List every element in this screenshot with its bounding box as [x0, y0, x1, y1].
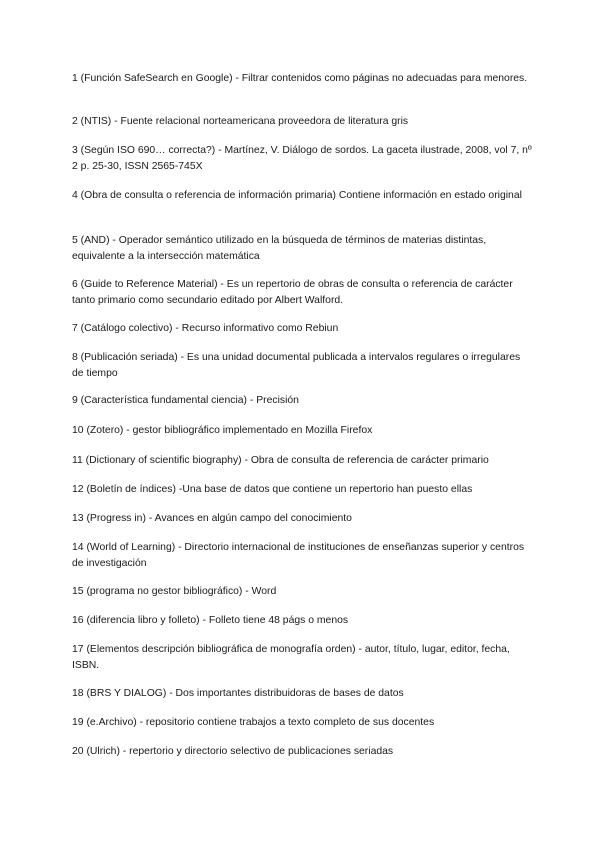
list-item: 13 (Progress in) - Avances en algún campo del conocimiento [72, 513, 352, 524]
list-item: 2 (NTIS) - Fuente relacional norteamericana proveedora de literatura gris [72, 116, 409, 127]
list-item: 10 (Zotero) - gestor bibliográfico implementado en Mozilla Firefox [72, 425, 373, 436]
list-item: 14 (World of Learning) - Directorio internacional de instituciones de enseñanzas superior y centros de investigación [72, 542, 525, 569]
list-item: 17 (Elementos descripción bibliográfica de monografía orden) - autor, título, lugar, editor, fecha, ISBN. [72, 644, 510, 671]
list-item: 11 (Dictionary of scientific biography) - Obra de consulta de referencia de carácter primario [72, 455, 489, 466]
list-item: 8 (Publicación seriada) - Es una unidad documental publicada a intervalos regulares o irregulares de tiempo [72, 352, 521, 379]
list-item: 12 (Boletín de índices) -Una base de datos que contiene un repertorio han puesto ellas [72, 484, 473, 495]
list-item: 7 (Catálogo colectivo) - Recurso informativo como Rebiun [72, 323, 339, 334]
list-item: 1 (Función SafeSearch en Google) - Filtrar contenidos como páginas no adecuadas para menores. [72, 73, 528, 84]
list-item: 9 (Característica fundamental ciencia) - Precisión [72, 395, 299, 406]
list-item: 6 (Guide to Reference Material) - Es un repertorio de obras de consulta o referencia de carácter tanto primario como secundario editado por Albert Walford. [72, 279, 513, 306]
list-item: 5 (AND) - Operador semántico utilizado en la búsqueda de términos de materias distintas, equivalente a la intersección matemática [72, 235, 487, 262]
list-item: 4 (Obra de consulta o referencia de información primaria) Contiene información en estado original [72, 190, 522, 201]
list-item: 16 (diferencia libro y folleto) - Folleto tiene 48 págs o menos [72, 615, 349, 626]
list-item: 3 (Según ISO 690… correcta?) - Martínez, V. Diálogo de sordos. La gaceta ilustrade, 2008, vol 7, nº 2 p. 25-30, ISSN 2565-745X [72, 145, 532, 172]
list-item: 19 (e.Archivo) - repositorio contiene trabajos a texto completo de sus docentes [72, 717, 435, 728]
list-item: 20 (Ulrich) - repertorio y directorio selectivo de publicaciones seriadas [72, 746, 394, 757]
list-item: 18 (BRS Y DIALOG) - Dos importantes distribuidoras de bases de datos [72, 688, 404, 699]
list-item: 15 (programa no gestor bibliográfico) - Word [72, 586, 277, 597]
